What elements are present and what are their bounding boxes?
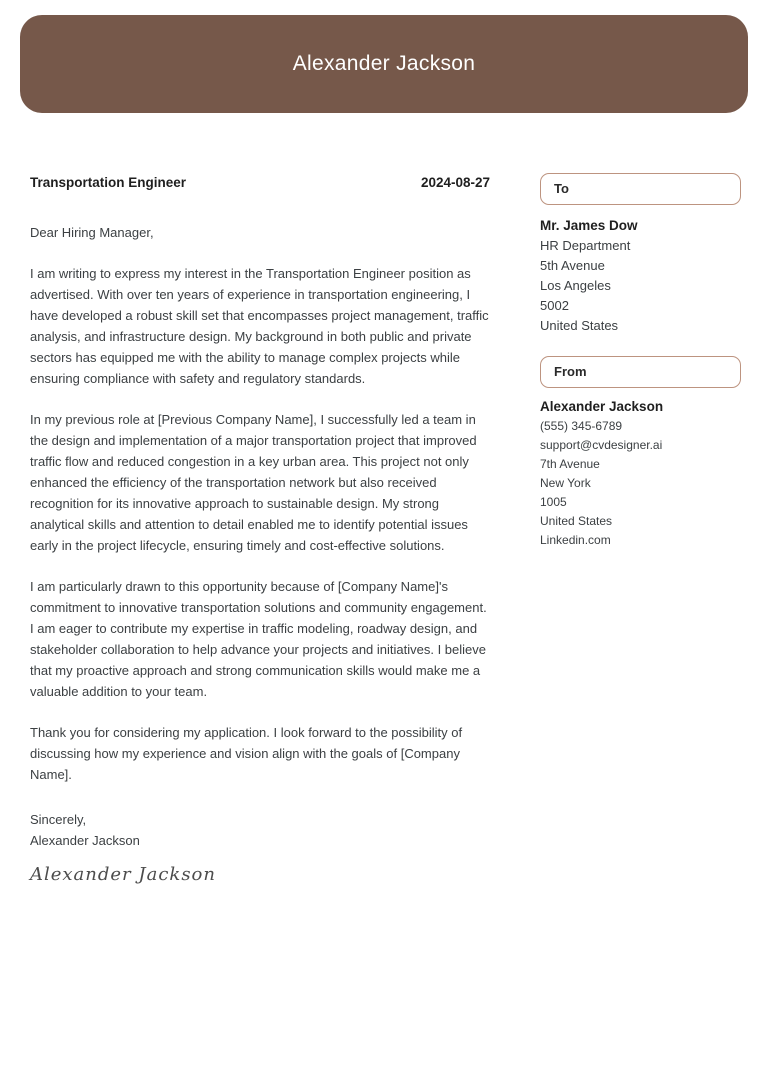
header-banner [20, 15, 748, 113]
recipient-line: 5002 [540, 298, 569, 313]
salutation: Dear Hiring Manager, [30, 225, 154, 240]
sender-details [540, 417, 741, 550]
from-label-box [540, 356, 741, 388]
recipient-line: Los Angeles [540, 278, 611, 293]
sender-email: support@cvdesigner.ai [540, 438, 663, 452]
recipient-details [540, 236, 741, 336]
recipient-line: 5th Avenue [540, 258, 605, 273]
sender-line: 7th Avenue [540, 457, 600, 471]
recipient-name: Mr. James Dow [540, 218, 638, 233]
closing-word: Sincerely, [30, 812, 87, 827]
sender-line: 1005 [540, 495, 567, 509]
sender-name: Alexander Jackson [540, 399, 664, 414]
from-label: From [554, 364, 587, 379]
sender-line: New York [540, 476, 591, 490]
letter-paragraph-2: In my previous role at [Previous Company Name], I successfully led a team in the design and implementation of a major transportation project that improved traffic flow and reduced congestion in a key urban area. This project not only enhanced the efficiency of the transportation network but also received recognition for its innovative approach to sustainable design. My strong analytical skills and attention to detail enabled me to identify potential issues early in the project lifecycle, ensuring timely and cost-effective solutions. [30, 412, 477, 553]
letter-paragraph-3: I am particularly drawn to this opportunity because of [Company Name]'s commitment to innovative transportation solutions and community engagement. I am eager to contribute my expertise in traffic modeling, roadway design, and stakeholder collaboration to help advance your projects and initiatives. I believe that my proactive approach and strong communication skills would make me a valuable addition to your team. [30, 579, 487, 699]
sender-line: United States [540, 514, 613, 528]
closing-block [30, 809, 490, 851]
letter-date: 2024-08-27 [420, 175, 490, 190]
header-name: Alexander Jackson [292, 52, 476, 75]
title-row [30, 172, 490, 193]
to-label-box [540, 173, 741, 205]
recipient-line: HR Department [540, 238, 631, 253]
contact-sidebar [540, 173, 741, 550]
signature-script: Alexander Jackson [30, 864, 216, 885]
letter-body [30, 172, 490, 885]
letter-paragraph-4: Thank you for considering my application. I look forward to the possibility of discussing how my experience and vision align with the goals of [Company Name]. [30, 725, 463, 782]
to-label: To [554, 181, 569, 196]
recipient-line: United States [540, 318, 619, 333]
signer-name: Alexander Jackson [30, 833, 140, 848]
job-title: Transportation Engineer [30, 175, 187, 190]
sender-phone: (555) 345-6789 [540, 419, 623, 433]
letter-paragraph-1: I am writing to express my interest in the Transportation Engineer position as advertised. With over ten years of experience in transportation engineering, I have developed a robust skill set that encompasses project management, traffic analysis, and infrastructure design. My background in both public and private sectors has equipped me with the ability to manage complex projects while ensuring compliance with safety and regulatory standards. [30, 266, 489, 386]
sender-linkedin: Linkedin.com [540, 533, 611, 547]
